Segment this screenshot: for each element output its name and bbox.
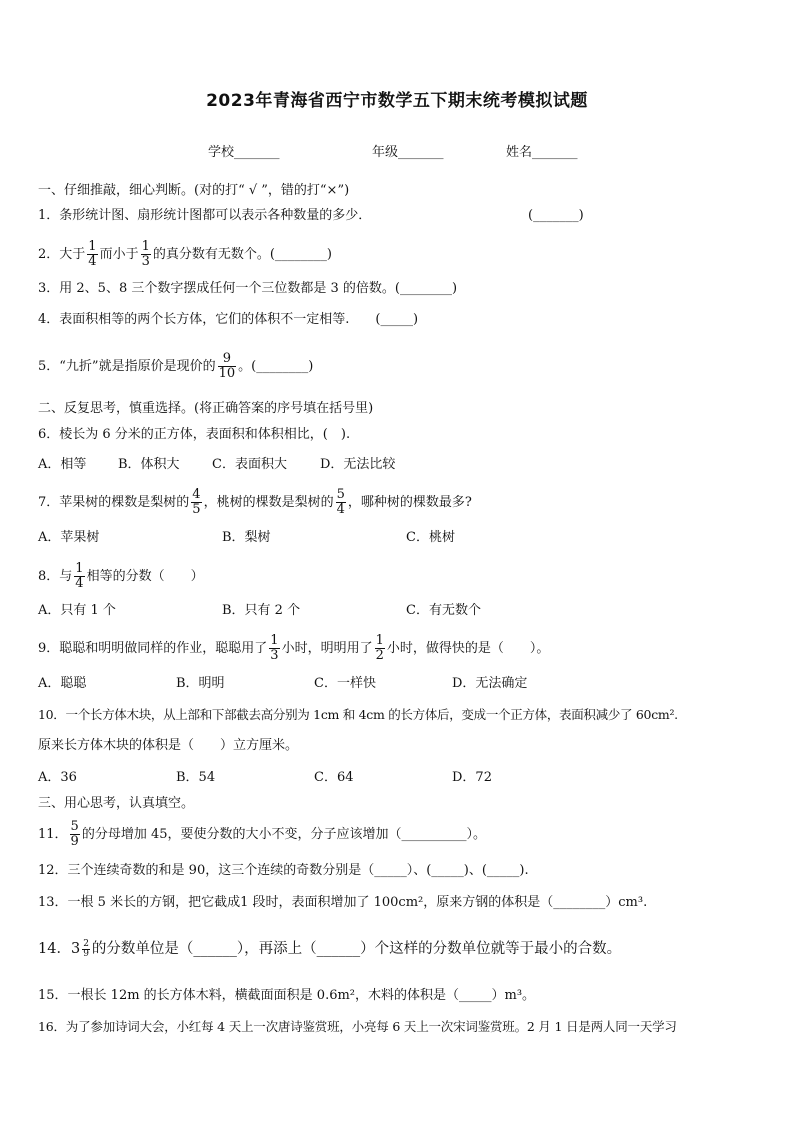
section-1-heading: 一、仔细推敲，细心判断。(对的打“ √ ”，错的打“×”)	[38, 183, 350, 198]
fraction	[74, 562, 84, 591]
question-1-text: 1．条形统计图、扇形统计图都可以表示各种数量的多少．	[38, 208, 372, 223]
q10-option-b: B．54	[176, 770, 216, 785]
fraction	[375, 634, 385, 663]
fraction-denominator: 9	[70, 834, 79, 849]
question-2-text-c: 的真分数有无数个。(________)	[152, 247, 333, 262]
question-8-text-b: 相等的分数（ ）	[86, 569, 204, 584]
q9-option-d: D．无法确定	[452, 676, 528, 691]
question-5	[38, 352, 764, 382]
q6-option-d: D．无法比较	[320, 457, 396, 472]
question-8	[38, 562, 764, 592]
question-9	[38, 634, 764, 664]
q6-option-a: A．相等	[38, 457, 87, 472]
fraction	[87, 240, 97, 269]
fraction-numerator: 5	[336, 487, 345, 502]
question-5-text-a: 5．“九折”就是指原价是现价的	[38, 359, 216, 374]
fraction-denominator: 10	[218, 366, 236, 381]
question-9-text-a: 9．聪聪和明明做同样的作业，聪聪用了	[38, 641, 268, 656]
question-11-text-b: 的分母增加 45，要使分数的大小不变，分子应该增加（__________）。	[81, 827, 487, 842]
q7-option-a: A．苹果树	[38, 530, 100, 545]
q10-option-c: C．64	[314, 770, 354, 785]
fraction-denominator: 3	[141, 254, 150, 269]
q10-option-a: A．36	[38, 770, 77, 785]
q6-option-c: C．表面积大	[212, 457, 287, 472]
q9-option-c: C．一样快	[314, 676, 376, 691]
question-9-text-b: 小时，明明用了	[281, 641, 373, 656]
school-field: 学校_______	[208, 145, 280, 160]
fraction-numerator: 1	[375, 633, 384, 648]
q8-option-c: C．有无数个	[406, 603, 481, 618]
question-6: 6．棱长为 6 分米的正方体，表面积和体积相比，( ).	[38, 427, 351, 442]
fraction	[269, 634, 279, 663]
fraction	[82, 940, 90, 959]
question-7	[38, 488, 764, 518]
q10-option-d: D．72	[452, 770, 492, 785]
q9-option-b: B．明明	[176, 676, 225, 691]
fraction-numerator: 1	[270, 633, 279, 648]
fraction-numerator: 1	[75, 561, 84, 576]
q9-option-a: A．聪聪	[38, 676, 87, 691]
question-4: 4．表面积相等的两个长方体，它们的体积不一定相等. (_____)	[38, 312, 419, 327]
question-12: 12．三个连续奇数的和是 90，这三个连续的奇数分别是（_____）、(_____)、(_____).	[38, 863, 529, 878]
fraction-denominator: 5	[192, 502, 201, 517]
question-15: 15．一根长 12m 的长方体木料，横截面面积是 0.6m²，木料的体积是（_____）m³。	[38, 988, 536, 1003]
q7-option-c: C．桃树	[406, 530, 455, 545]
question-16: 16．为了参加诗词大会，小红每 4 天上一次唐诗鉴赏班，小亮每 6 天上一次宋词鉴赏班。2 月 1 日是两人同一天学习	[38, 1019, 677, 1034]
fraction-numerator: 9	[218, 352, 237, 367]
question-2-text-a: 2．大于	[38, 247, 86, 262]
fraction	[191, 488, 201, 517]
question-1-blank: (_______)	[528, 208, 584, 223]
question-11-text-a: 11．	[38, 827, 68, 842]
section-3-heading: 三、用心思考，认真填空。	[38, 796, 195, 811]
question-2	[38, 240, 764, 270]
q6-option-b: B．体积大	[118, 457, 180, 472]
q8-option-a: A．只有 1 个	[38, 603, 116, 618]
question-1	[38, 206, 764, 226]
question-7-text-a: 7．苹果树的棵数是梨树的	[38, 495, 190, 510]
question-11	[38, 820, 764, 850]
fraction	[218, 352, 237, 381]
fraction-numerator: 1	[141, 239, 150, 254]
fraction-denominator: 4	[336, 502, 345, 517]
fraction	[336, 488, 346, 517]
fraction-numerator: 2	[83, 938, 89, 949]
question-10-line-2: 原来长方体木块的体积是（ ）立方厘米。	[38, 738, 299, 753]
question-10-line-1: 10．一个长方体木块，从上部和下部截去高分别为 1cm 和 4cm 的长方体后，变成一个正方体，表面积减少了 60cm².	[38, 707, 678, 722]
question-2-text-b: 而小于	[99, 247, 139, 262]
question-3: 3．用 2、5、8 三个数字摆成任何一个三位数都是 3 的倍数。(________)	[38, 281, 458, 296]
q7-option-b: B．梨树	[222, 530, 271, 545]
fraction-numerator: 1	[88, 239, 97, 254]
question-14-text-b: 的分数单位是（______），再添上（______）个这样的分数单位就等于最小的合数。	[91, 941, 622, 957]
fraction-numerator: 4	[192, 487, 201, 502]
grade-field: 年级_______	[372, 145, 444, 160]
q8-option-b: B．只有 2 个	[222, 603, 301, 618]
question-14	[38, 937, 764, 961]
question-14-text-a: 14．3	[38, 941, 81, 957]
fraction-denominator: 4	[75, 576, 84, 591]
fraction-denominator: 3	[270, 648, 279, 663]
question-5-text-b: 。(________)	[238, 359, 314, 374]
question-7-text-b: ，桃树的棵数是梨树的	[203, 495, 334, 510]
question-8-text-a: 8．与	[38, 569, 73, 584]
page-title: 2023年青海省西宁市数学五下期末统考模拟试题	[206, 91, 588, 111]
name-field: 姓名_______	[506, 145, 578, 160]
question-9-text-c: 小时，做得快的是（ ）。	[386, 641, 550, 656]
section-2-heading: 二、反复思考，慎重选择。(将正确答案的序号填在括号里)	[38, 401, 374, 416]
question-13: 13．一根 5 米长的方钢，把它截成1 段时，表面积增加了 100cm²，原来方钢的体积是（________）cm³.	[38, 895, 648, 910]
fraction-denominator: 2	[375, 648, 384, 663]
fraction-denominator: 4	[88, 254, 97, 269]
fraction-denominator: 9	[83, 948, 89, 959]
question-7-text-c: ，哪种树的棵数最多?	[347, 495, 472, 510]
fraction	[70, 820, 80, 849]
fraction-numerator: 5	[70, 819, 79, 834]
fraction	[141, 240, 151, 269]
